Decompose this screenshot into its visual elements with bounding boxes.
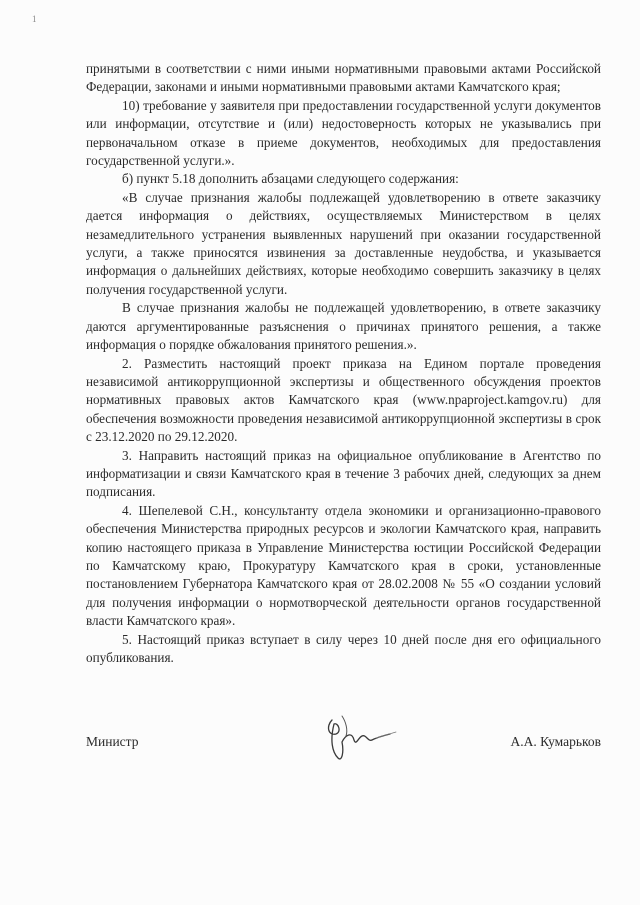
paragraph: принятыми в соответствии с ними иными нормативными правовыми актами Российской Федерации, законами и иными нормативными правовыми актами Камчатского края;	[86, 61, 601, 95]
signature-block	[86, 712, 601, 772]
paragraph: 2. Разместить настоящий проект приказа на Едином портале проведения независимой антикоррупционной экспертизы и общественного обсуждения проектов нормативных правовых актов Камчатского края (www.npaproject.kamgov.ru) для обеспечения возможности проведения независимой антикоррупционной экспертизы в срок с 23.12.2020 по 29.12.2020.	[86, 355, 601, 445]
paragraph: б) пункт 5.18 дополнить абзацами следующего содержания:	[122, 171, 459, 187]
paragraph: В случае признания жалобы не подлежащей удовлетворению, в ответе заказчику даются аргументированные разъяснения о причинах принятого решения, а также информация о порядке обжалования принятого решения.».	[86, 300, 601, 353]
paragraph: «В случае признания жалобы подлежащей удовлетворению в ответе заказчику дается информация о действиях, осуществляемых Министерством в целях незамедлительного устранения выявленных нарушений при оказании государственной услуги, а также приносятся извинения за доставленные неудобства, и указывается информация о дальнейших действиях, которые необходимо совершить заказчику в целях получения государственной услуги.	[86, 189, 601, 297]
paragraph: 5. Настоящий приказ вступает в силу через 10 дней после дня его официального опубликования.	[86, 631, 601, 665]
document-body	[86, 60, 601, 667]
paragraph: 4. Шепелевой С.Н., консультанту отдела экономики и организационно-правового обеспечения Министерства природных ресурсов и экологии Камчатского края, направить копию настоящего приказа в Управление Министерства юстиции Российской Федерации по Камчатскому краю, Прокуратуру Камчатского края в сроки, установленные постановлением Губернатора Камчатского края от 28.02.2008 № 55 «О создании условий для получения информации о нормотворческой деятельности органов государственной власти Камчатского края».	[86, 502, 601, 629]
signatory-role: Министр	[86, 734, 139, 749]
corner-mark: 1	[32, 14, 37, 24]
handwritten-signature	[312, 712, 402, 764]
signatory-name: А.А. Кумарьков	[510, 734, 601, 749]
paragraph: 3. Направить настоящий приказ на официальное опубликование в Агентство по информатизации и связи Камчатского края в течение 3 рабочих дней, следующих за днем подписания.	[86, 447, 601, 500]
paragraph: 10) требование у заявителя при предоставлении государственной услуги документов или информации, отсутствие и (или) недостоверность которых не указывались при первоначальном отказе в приеме документов, необходимых для предоставления государственной услуги.».	[86, 97, 601, 169]
